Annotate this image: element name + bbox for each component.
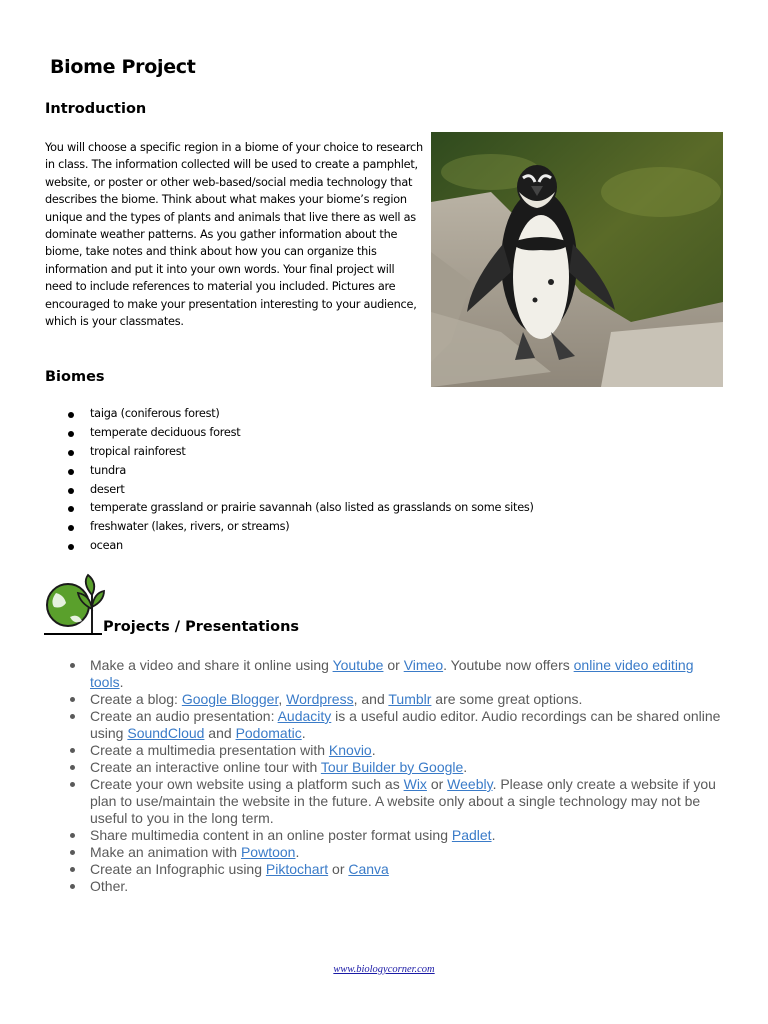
introduction-heading: Introduction bbox=[45, 101, 147, 117]
item-text: . bbox=[491, 827, 496, 843]
item-text: . bbox=[119, 674, 124, 690]
biome-list bbox=[90, 405, 534, 556]
item-text: Create a blog: bbox=[90, 691, 182, 707]
list-item: ocean bbox=[90, 537, 534, 556]
wordpress-link[interactable]: Wordpress bbox=[286, 691, 354, 707]
list-item bbox=[90, 844, 730, 861]
item-text: Create your own website using a platform such as bbox=[90, 776, 404, 792]
list-item: tundra bbox=[90, 462, 534, 481]
list-item: desert bbox=[90, 481, 534, 500]
list-item: temperate grassland or prairie savannah (also listed as grasslands on some sites) bbox=[90, 499, 534, 518]
list-item: freshwater (lakes, rivers, or streams) bbox=[90, 518, 534, 537]
youtube-link[interactable]: Youtube bbox=[332, 657, 384, 673]
item-text: . Youtube now offers bbox=[443, 657, 574, 673]
padlet-link[interactable]: Padlet bbox=[451, 827, 492, 843]
weebly-link[interactable]: Weebly bbox=[447, 776, 493, 792]
canva-link[interactable]: Canva bbox=[348, 861, 389, 877]
powtoon-link[interactable]: Powtoon bbox=[240, 844, 296, 860]
item-text: is a useful audio editor. Audio recordings can be shared online using bbox=[90, 708, 721, 741]
list-item bbox=[90, 742, 730, 759]
list-item bbox=[90, 657, 730, 691]
item-text: Share multimedia content in an online poster format using bbox=[90, 827, 452, 843]
item-text: . bbox=[371, 742, 376, 758]
soundcloud-link[interactable]: SoundCloud bbox=[127, 725, 205, 741]
vimeo-link[interactable]: Vimeo bbox=[403, 657, 444, 673]
heading-rule bbox=[44, 633, 102, 635]
google-blogger-link[interactable]: Google Blogger bbox=[181, 691, 279, 707]
wix-link[interactable]: Wix bbox=[403, 776, 427, 792]
item-text: . bbox=[301, 725, 306, 741]
projects-heading: Projects / Presentations bbox=[103, 619, 300, 635]
list-item bbox=[90, 827, 730, 844]
item-text: or bbox=[426, 776, 448, 792]
item-text: or bbox=[383, 657, 404, 673]
page-title: Biome Project bbox=[50, 56, 196, 78]
tumblr-link[interactable]: Tumblr bbox=[388, 691, 432, 707]
item-text: are some great options. bbox=[431, 691, 583, 707]
item-text: Create an Infographic using bbox=[90, 861, 266, 877]
footer bbox=[0, 964, 768, 975]
item-text: Create a multimedia presentation with bbox=[90, 742, 329, 758]
list-item: taiga (coniferous forest) bbox=[90, 405, 534, 424]
knovio-link[interactable]: Knovio bbox=[328, 742, 372, 758]
globe-leaf-icon bbox=[44, 573, 106, 635]
penguin-photo bbox=[431, 132, 723, 387]
item-text: Other. bbox=[90, 878, 129, 894]
item-text: , bbox=[278, 691, 287, 707]
biomes-heading: Biomes bbox=[45, 369, 105, 385]
item-text: . Please only create a website if you plan to use/maintain the website in the future. A website only about a single technology may not be useful to you in the long term. bbox=[90, 776, 716, 826]
item-text: or bbox=[328, 861, 349, 877]
list-item: temperate deciduous forest bbox=[90, 424, 534, 443]
item-text: Create an interactive online tour with bbox=[90, 759, 321, 775]
podomatic-link[interactable]: Podomatic bbox=[235, 725, 302, 741]
list-item bbox=[90, 691, 730, 708]
list-item bbox=[90, 759, 730, 776]
list-item: tropical rainforest bbox=[90, 443, 534, 462]
list-item bbox=[90, 878, 730, 895]
project-list bbox=[90, 657, 730, 895]
item-text: . bbox=[295, 844, 300, 860]
list-item bbox=[90, 776, 730, 827]
item-text: and bbox=[204, 725, 236, 741]
item-text: Make an animation with bbox=[90, 844, 241, 860]
biologycorner-link[interactable]: www.biologycorner.com bbox=[333, 964, 435, 975]
list-item bbox=[90, 708, 730, 742]
item-text: Make a video and share it online using bbox=[90, 657, 333, 673]
tour-builder-link[interactable]: Tour Builder by Google bbox=[320, 759, 464, 775]
item-text: Create an audio presentation: bbox=[90, 708, 278, 724]
item-text: . bbox=[463, 759, 468, 775]
item-text: , and bbox=[353, 691, 389, 707]
online-video-editing-tools-link[interactable]: online video editing tools bbox=[90, 657, 694, 690]
list-item bbox=[90, 861, 730, 878]
piktochart-link[interactable]: Piktochart bbox=[265, 861, 329, 877]
introduction-text: You will choose a specific region in a biome of your choice to research in class. The information collected will be used to create a pamphlet, website, or poster or other web-based/social media technology that describes the biome. Think about what makes your biome’s region unique and the types of plants and animals that live there as well as dominate weather patterns. As you gather information about the biome, take notes and think about how you can organize this information and put it into your own words. Your final project will need to include references to material you included. Pictures are encouraged to make your presentation interesting to your audience, which is your classmates. bbox=[45, 141, 423, 329]
audacity-link[interactable]: Audacity bbox=[277, 708, 332, 724]
